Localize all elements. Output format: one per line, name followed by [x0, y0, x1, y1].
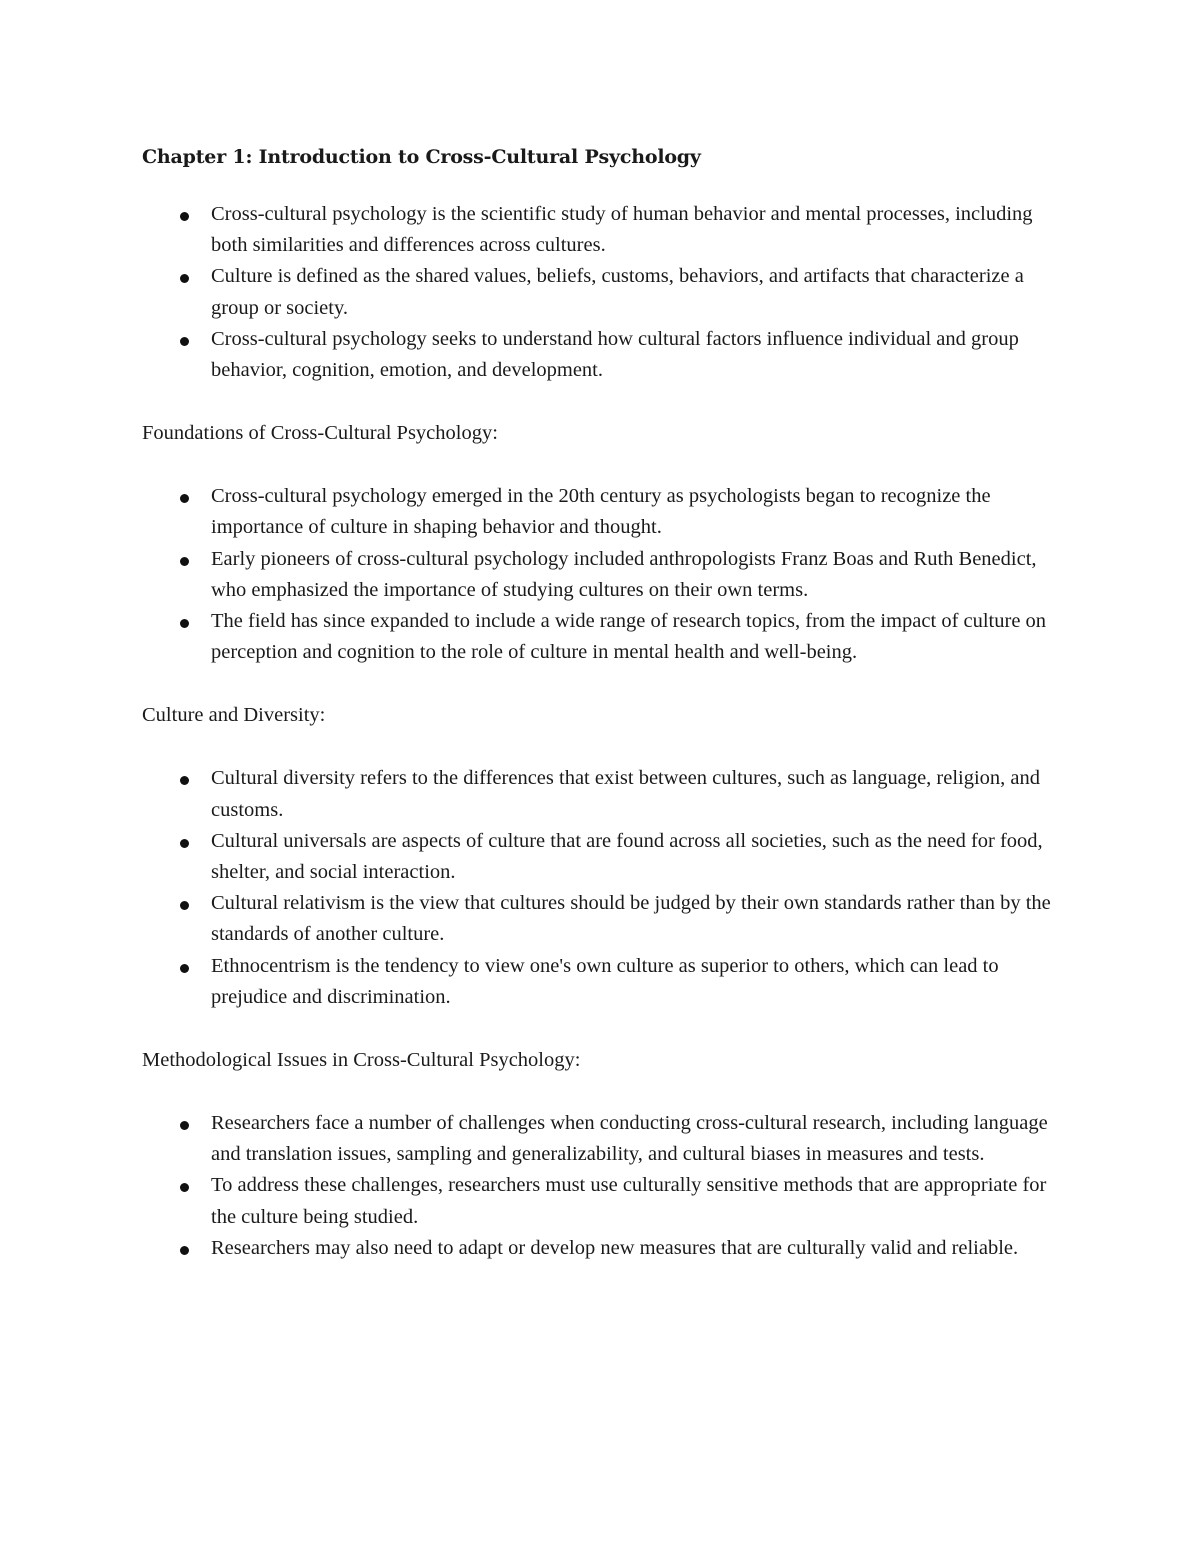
bullet-text: Cultural diversity refers to the differences that exist between cultures, such as language, religion, and customs.: [211, 767, 1041, 821]
bullet-text: Culture is defined as the shared values, beliefs, customs, behaviors, and artifacts that characterize a group or society.: [211, 265, 1024, 319]
bullet-text: Early pioneers of cross-cultural psychology included anthropologists Franz Boas and Ruth Benedict, who emphasized the importance of studying cultures on their own terms.: [211, 547, 1037, 601]
list-item: [142, 763, 1061, 825]
bullet-text: Ethnocentrism is the tendency to view one's own culture as superior to others, which can lead to prejudice and discrimination.: [211, 954, 999, 1008]
list-item: [142, 1108, 1061, 1170]
bullet-icon: [180, 964, 189, 973]
bullet-text: Researchers face a number of challenges when conducting cross-cultural research, including language and translation issues, sampling and generalizability, and cultural biases in measures and tests.: [211, 1112, 1048, 1166]
list-item: [142, 324, 1061, 386]
bullet-text: Cross-cultural psychology emerged in the 20th century as psychologists began to recognize the importance of culture in shaping behavior and thought.: [211, 485, 991, 539]
culture-diversity-bullet-list: [142, 763, 1082, 1013]
bullet-icon: [180, 337, 189, 346]
document-body: [142, 138, 1082, 1296]
list-item: [142, 544, 1061, 606]
bullet-icon: [180, 1246, 189, 1255]
section-heading-foundations: Foundations of Cross-Cultural Psychology:: [142, 422, 498, 445]
section-heading-methodological-issues: Methodological Issues in Cross-Cultural Psychology:: [142, 1049, 581, 1072]
list-item: [142, 199, 1061, 261]
bullet-icon: [180, 1183, 189, 1192]
list-item: [142, 888, 1061, 950]
bullet-icon: [180, 557, 189, 566]
bullet-icon: [180, 619, 189, 628]
methodological-bullet-list: [142, 1108, 1082, 1264]
foundations-bullet-list: [142, 481, 1082, 668]
list-item: [142, 606, 1061, 668]
bullet-icon: [180, 776, 189, 785]
section-heading-culture-diversity: Culture and Diversity:: [142, 704, 326, 727]
bullet-text: Cross-cultural psychology seeks to understand how cultural factors influence individual and group behavior, cognition, emotion, and development.: [211, 327, 1019, 382]
bullet-text: The field has since expanded to include a wide range of research topics, from the impact of culture on perception and cognition to the role of culture in mental health and well-being.: [211, 610, 1047, 664]
bullet-text: Researchers may also need to adapt or develop new measures that are culturally valid and reliable.: [211, 1236, 1019, 1259]
bullet-text: Cross-cultural psychology is the scientific study of human behavior and mental processes, including both similarities and differences across cultures.: [211, 203, 1033, 257]
bullet-text: To address these challenges, researchers must use culturally sensitive methods that are appropriate for the culture being studied.: [211, 1174, 1047, 1228]
bullet-icon: [180, 901, 189, 910]
bullet-icon: [180, 839, 189, 848]
list-item: [142, 826, 1061, 888]
intro-bullet-list: [142, 199, 1082, 386]
bullet-icon: [180, 494, 189, 503]
list-item: [142, 1170, 1061, 1232]
bullet-icon: [180, 1121, 189, 1130]
list-item: [142, 261, 1061, 323]
list-item: [142, 1233, 1061, 1264]
bullet-text: Cultural relativism is the view that cultures should be judged by their own standards rather than by the standards of another culture.: [211, 892, 1051, 946]
list-item: [142, 481, 1061, 543]
list-item: [142, 951, 1061, 1013]
bullet-text: Cultural universals are aspects of culture that are found across all societies, such as the need for food, shelter, and social interaction.: [211, 829, 1043, 884]
chapter-title: Chapter 1: Introduction to Cross-Cultural Psychology: [142, 146, 701, 168]
bullet-icon: [180, 274, 189, 283]
bullet-icon: [180, 212, 189, 221]
